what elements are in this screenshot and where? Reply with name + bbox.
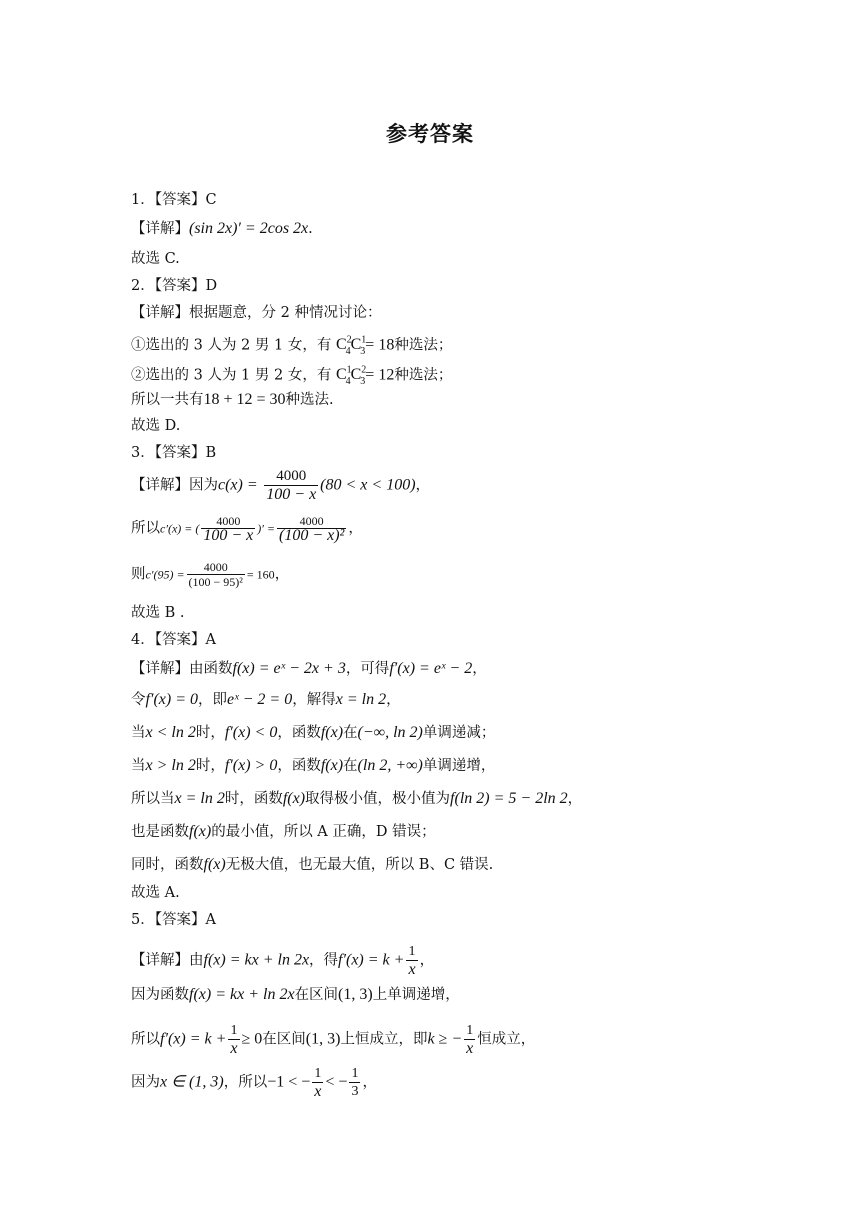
q4-explanation: 【详解】由函数f(x) = eˣ − 2x + 3，可得f′(x) = eˣ − 2，: [131, 660, 487, 677]
q1-answer: 1．【答案】C: [131, 192, 217, 208]
q4-decreasing: 当x < ln 2时，f′(x) < 0，函数f(x)在(−∞, ln 2)单调递减；: [131, 724, 496, 741]
q4-increasing: 当x > ln 2时，f′(x) > 0，函数f(x)在(ln 2, +∞)单调递增，: [131, 757, 496, 774]
q2-choice: 故选 D.: [131, 418, 181, 434]
q5-answer: 5．【答案】A: [131, 912, 216, 928]
q3-derivative: 所以c′(x) = ( $\frac{4000}{100 - x}$ )′ = $\frac{4000}{\text{(100 − x)²}}$ ，: [131, 514, 363, 544]
q4-critical-point: 令f′(x) = 0，即eˣ − 2 = 0，解得x = ln 2，: [131, 691, 401, 708]
q5-monotonic: 因为函数f(x) = kx + ln 2x在区间(1, 3)上单调递增，: [131, 986, 460, 1003]
q2-case-1: ①选出的 3 人为 2 男 1 女，有 $C^2_4C^1_3= 18$种选法；: [131, 335, 453, 357]
q3-answer: 3．【答案】B: [131, 445, 217, 461]
q1-explanation: 【详解】(sin 2x)′ = 2cos 2x.: [131, 220, 313, 237]
q3-evaluation: 则c′(95) = $\frac{4000}{\text{(100 − 95)²}}$ = 160，: [131, 560, 290, 589]
q2-explanation: 【详解】根据题意，分 2 种情况讨论：: [131, 305, 382, 321]
q5-inequality: 所以f′(x) = k + $\frac{1}{x}$ ≥ 0在区间(1, 3)上恒成立，即k ≥ − $\frac{1}{x}$ 恒成立，: [131, 1023, 536, 1057]
q4-conclusion-bc: 同时，函数f(x)无极大值，也无最大值，所以 B、C 错误.: [131, 856, 494, 873]
q5-range: 因为x ∈ (1, 3)，所以−1 < − $\frac{1}{x}$ < − $\frac{1}{3}$ ，: [131, 1066, 377, 1100]
q2-total: 所以一共有18 + 12 = 30种选法.: [131, 391, 334, 408]
q5-explanation: 【详解】由f(x) = kx + ln 2x，得f′(x) = k + $\frac{1}{x}$ ，: [131, 944, 435, 978]
q3-explanation: 【详解】因为c(x) = $\frac{4000}{100 - x}$ (80 < x < 100)，: [131, 468, 431, 503]
q4-minimum: 所以当x = ln 2时，函数f(x)取得极小值，极小值为f(ln 2) = 5 − 2ln 2，: [131, 790, 583, 807]
q2-answer: 2．【答案】D: [131, 278, 218, 294]
q4-choice: 故选 A.: [131, 885, 180, 901]
q1-choice: 故选 C.: [131, 251, 180, 267]
q4-answer: 4．【答案】A: [131, 632, 216, 648]
page-title: 参考答案: [386, 122, 474, 146]
q3-choice: 故选 B .: [131, 605, 185, 621]
q2-case-2: ②选出的 3 人为 1 男 2 女，有 $C^1_4C^2_3= 12$种选法；: [131, 365, 453, 387]
q4-conclusion-ad: 也是函数f(x)的最小值，所以 A 正确，D 错误；: [131, 823, 436, 840]
